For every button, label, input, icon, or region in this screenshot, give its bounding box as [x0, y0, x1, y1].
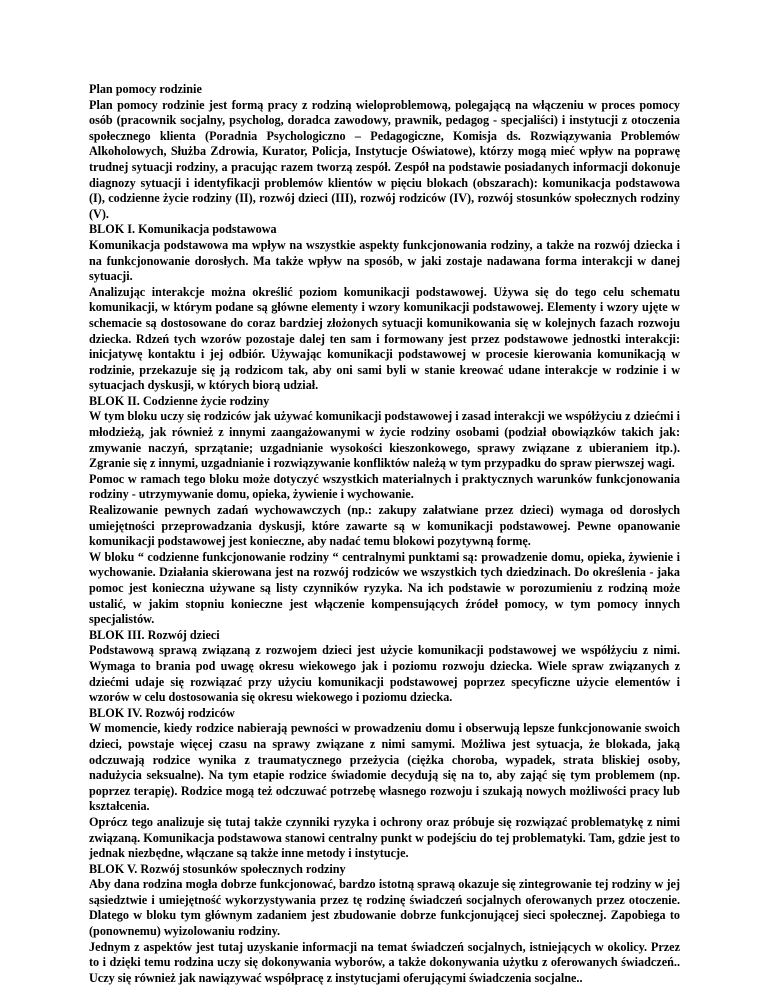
paragraph: Oprócz tego analizuje się tutaj także czynniki ryzyka i ochrony oraz próbuje się rozwiązać problematykę z nimi związaną. Komunikacja podstawowa stanowi centralny punkt w podejściu do tej problematyki. Tam, gdzie jest to jednak niezbędne, włączane są także inne metody i instytucje. [89, 814, 680, 861]
section-heading-block-2: BLOK II. Codzienne życie rodziny [89, 393, 270, 408]
paragraph: Jednym z aspektów jest tutaj uzyskanie informacji na temat świadczeń socjalnych, istniejących w okolicy. Przez to i dzięki temu rodzina uczy się dokonywania wyborów, a także dokonywania użytku z oferowanych świadczeń.. Uczy się również jak nawiązywać współpracę z instytucjami oferującymi świadczenia socjalne.. [89, 939, 680, 985]
document-body [89, 82, 680, 986]
intro-paragraph: Plan pomocy rodzinie jest formą pracy z rodziną wieloproblemową, polegającą na włączeniu w proces pomocy osób (pracownik socjalny, psycholog, doradca zawodowy, prawnik, pedagog - specjaliści) i instytucji z otoczenia społecznego klienta (Poradnia Psychologiczno – Pedagogiczne, Komisja ds. Rozwiązywania Problemów Alkoholowych, Służba Zdrowia, Kurator, Policja, Instytucje Oświatowe), którzy mogą mieć wpływ na poprawę trudnej sytuacji rodziny, a pracując razem tworzą zespół. Zespół na podstawie posiadanych informacji dokonuje diagnozy sytuacji i identyfikacji problemów klientów w pięciu blokach (obszarach): komunikacja podstawowa (I), codzienne życie rodziny (II), rozwój dzieci (III), rozwój rodziców (IV), rozwój stosunków społecznych rodziny (V). [89, 97, 680, 221]
doc-title: Plan pomocy rodzinie [89, 82, 202, 96]
paragraph: Pomoc w ramach tego bloku może dotyczyć wszystkich materialnych i praktycznych warunków funkcjonowania rodziny - utrzymywanie domu, opieka, żywienie i wychowanie. [89, 471, 680, 502]
paragraph: W bloku “ codzienne funkcjonowanie rodziny “ centralnymi punktami są: prowadzenie domu, opieka, żywienie i wychowanie. Działania skierowana jest na rozwój rodziców we wszystkich tych dziedzinach. Do określenia - jaka pomoc jest konieczna używane są listy czynników ryzyka. Na ich podstawie w porozumieniu z rodziną może ustalić, w jakim stopniu konieczne jest włączenie kompensujących źródeł pomocy, w tym pomocy innych specjalistów. [89, 549, 680, 627]
paragraph: Podstawową sprawą związaną z rozwojem dzieci jest użycie komunikacji podstawowej we współżyciu z nimi. Wymaga to brania pod uwagę okresu wiekowego jak i poziomu rozwoju dziecka. Wiele spraw związanych z dziećmi udaje się rozwiązać przy użyciu komunikacji podstawowej poprzez specyficzne użycie elementów i wzorów w celu dostosowania się okresu wiekowego i poziomu dziecka. [89, 643, 680, 705]
section-heading-block-3: BLOK III. Rozwój dzieci [89, 627, 220, 642]
paragraph: W momencie, kiedy rodzice nabierają pewności w prowadzeniu domu i obserwują lepsze funkcjonowanie swoich dzieci, powstaje więcej czasu na sprawy związane z nimi samymi. Możliwa jest sytuacja, że blokada, jaką odczuwają rodzice wynika z traumatycznego przeżycia (ciężka choroba, wypadek, strata bliskiej osoby, nadużycia seksualne). Na tym etapie rodzice świadomie decydują się na to, aby zająć się tym problemem (np. poprzez terapię). Rodzice mogą też odczuwać potrzebę własnego rozwoju i szukają nowych możliwości pracy lub kształcenia. [89, 721, 680, 814]
paragraph: Analizując interakcje można określić poziom komunikacji podstawowej. Używa się do tego celu schematu komunikacji, w którym podane są główne elementy i wzory komunikacji podstawowej. Elementy i wzory ujęte w schemacie są dostosowane do coraz bardziej złożonych sytuacji komunikowania się w kolejnych fazach rozwoju dziecka. Rdzeń tych wzorów pozostaje dalej ten sam i formowany jest przez podstawowe jednostki interakcji: inicjatywę kontaktu i jej odbiór. Używając komunikacji podstawowej w procesie kierowania komunikacją w rodzinie, przekazuje się ją rodzicom tak, aby oni sami byli w stanie kreować udane interakcje w rodzinie i w sytuacjach dyskusji, w których biorą udział. [89, 284, 680, 393]
paragraph: W tym bloku uczy się rodziców jak używać komunikacji podstawowej i zasad interakcji we współżyciu z dziećmi i młodzieżą, jak również z innymi zaangażowanymi w życie rodziny osobami (podział obowiązków takich jak: zmywanie naczyń, sprzątanie; uzgadnianie wysokości kieszonkowego, sprawy związane z ubieraniem itp.). Zgranie się z innymi, uzgadnianie i rozwiązywanie konfliktów należą w tym przypadku do spraw pierwszej wagi. [89, 409, 680, 471]
section-heading-block-1: BLOK I. Komunikacja podstawowa [89, 222, 277, 237]
paragraph: Realizowanie pewnych zadań wychowawczych (np.: zakupy załatwiane przez dzieci) wymaga od dorosłych umiejętności przeprowadzania dyskusji, które zawarte są w komunikacji podstawowej. Pewne opanowanie komunikacji podstawowej jest konieczne, aby nadać temu blokowi pozytywną formę. [89, 503, 680, 549]
section-heading-block-5: BLOK V. Rozwój stosunków społecznych rodziny [89, 861, 346, 876]
section-heading-block-4: BLOK IV. Rozwój rodziców [89, 705, 235, 720]
paragraph: Komunikacja podstawowa ma wpływ na wszystkie aspekty funkcjonowania rodziny, a także na rozwój dziecka i na funkcjonowanie dorosłych. Ma także wpływ na sposób, w jaki zostaje nadawana forma interakcji w danej sytuacji. [89, 237, 680, 284]
paragraph: Aby dana rodzina mogła dobrze funkcjonować, bardzo istotną sprawą okazuje się zintegrowanie tej rodziny w jej sąsiedztwie i umiejętność wykorzystywania przez tę rodzinę świadczeń socjalnych oferowanych przez otoczenie. Dlatego w bloku tym głównym zadaniem jest zbudowanie dobrze funkcjonującej sieci społecznej. Zapobiega to (ponownemu) wyizolowaniu rodziny. [89, 877, 680, 939]
